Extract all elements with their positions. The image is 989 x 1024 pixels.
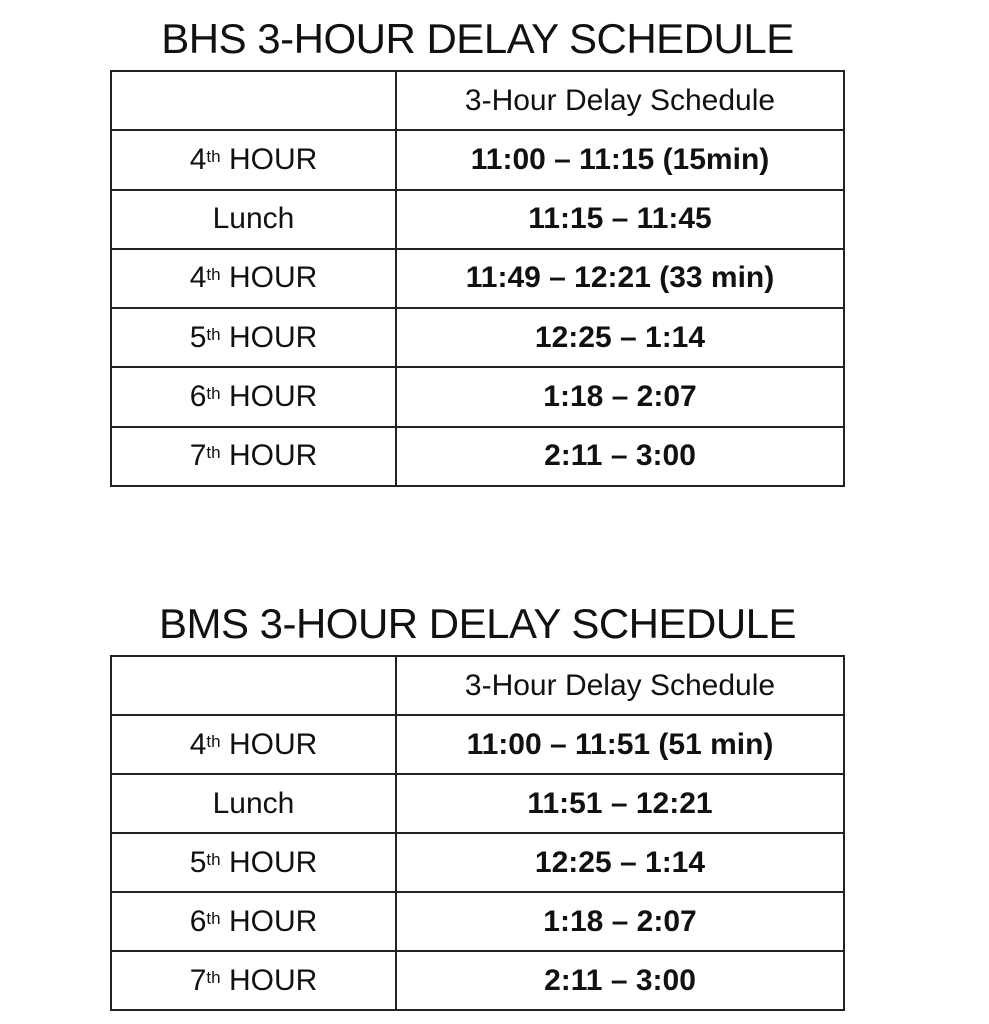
empty-header-cell [111,71,396,130]
table-row [111,130,844,189]
ordinal-suffix: th [206,324,221,344]
time-cell: 11:00 – 11:51 (51 min) [396,715,844,774]
ordinal-suffix: th [206,443,221,463]
period-cell [111,715,396,774]
header-row [111,656,844,715]
period-cell [111,367,396,426]
period-label: HOUR [228,845,318,879]
period-cell [111,892,396,951]
period-label: HOUR [228,904,318,938]
period-label: HOUR [228,142,318,176]
period-number: 4 [189,727,207,761]
period-number: 4 [189,142,207,176]
period-label: HOUR [228,727,318,761]
period-cell [111,951,396,1010]
period-label: HOUR [228,439,318,473]
bms-schedule-table [110,655,845,1011]
period-number: 4 [189,261,207,295]
ordinal-suffix: th [206,265,221,285]
ordinal-suffix: th [206,146,221,166]
time-cell: 1:18 – 2:07 [396,367,844,426]
period-number: 5 [189,845,207,879]
table-row [111,190,844,249]
period-number: 5 [189,320,207,354]
period-label: HOUR [228,380,318,414]
period-number: 7 [189,439,207,473]
ordinal-suffix: th [206,384,221,404]
period-number: 6 [189,380,207,414]
time-cell: 11:51 – 12:21 [396,774,844,833]
table-row [111,892,844,951]
time-cell: 11:49 – 12:21 (33 min) [396,249,844,308]
table-row [111,308,844,367]
period-cell [111,774,396,833]
ordinal-suffix: th [206,967,221,987]
period-cell [111,427,396,486]
bms-title: BMS 3-HOUR DELAY SCHEDULE [158,600,797,647]
time-cell: 11:15 – 11:45 [396,190,844,249]
time-cell: 12:25 – 1:14 [396,308,844,367]
period-cell [111,130,396,189]
time-cell: 12:25 – 1:14 [396,833,844,892]
bhs-schedule-table [110,70,845,487]
period-cell [111,833,396,892]
period-label: HOUR [228,320,318,354]
column-header: 3-Hour Delay Schedule [396,71,844,130]
period-label: Lunch [212,786,295,820]
column-header: 3-Hour Delay Schedule [396,656,844,715]
period-number: 7 [189,963,207,997]
period-number: 6 [189,904,207,938]
time-cell: 2:11 – 3:00 [396,427,844,486]
time-cell: 2:11 – 3:00 [396,951,844,1010]
ordinal-suffix: th [206,908,221,928]
table-row [111,833,844,892]
period-label: HOUR [228,261,318,295]
table-row [111,715,844,774]
table-row [111,249,844,308]
period-cell [111,308,396,367]
table-row [111,427,844,486]
table-row [111,367,844,426]
bhs-title: BHS 3-HOUR DELAY SCHEDULE [161,15,794,62]
time-cell: 11:00 – 11:15 (15min) [396,130,844,189]
period-cell [111,249,396,308]
time-cell: 1:18 – 2:07 [396,892,844,951]
period-label: HOUR [228,963,318,997]
header-row [111,71,844,130]
period-label: Lunch [212,202,295,236]
table-row [111,951,844,1010]
ordinal-suffix: th [206,731,221,751]
table-row [111,774,844,833]
ordinal-suffix: th [206,849,221,869]
empty-header-cell [111,656,396,715]
period-cell [111,190,396,249]
